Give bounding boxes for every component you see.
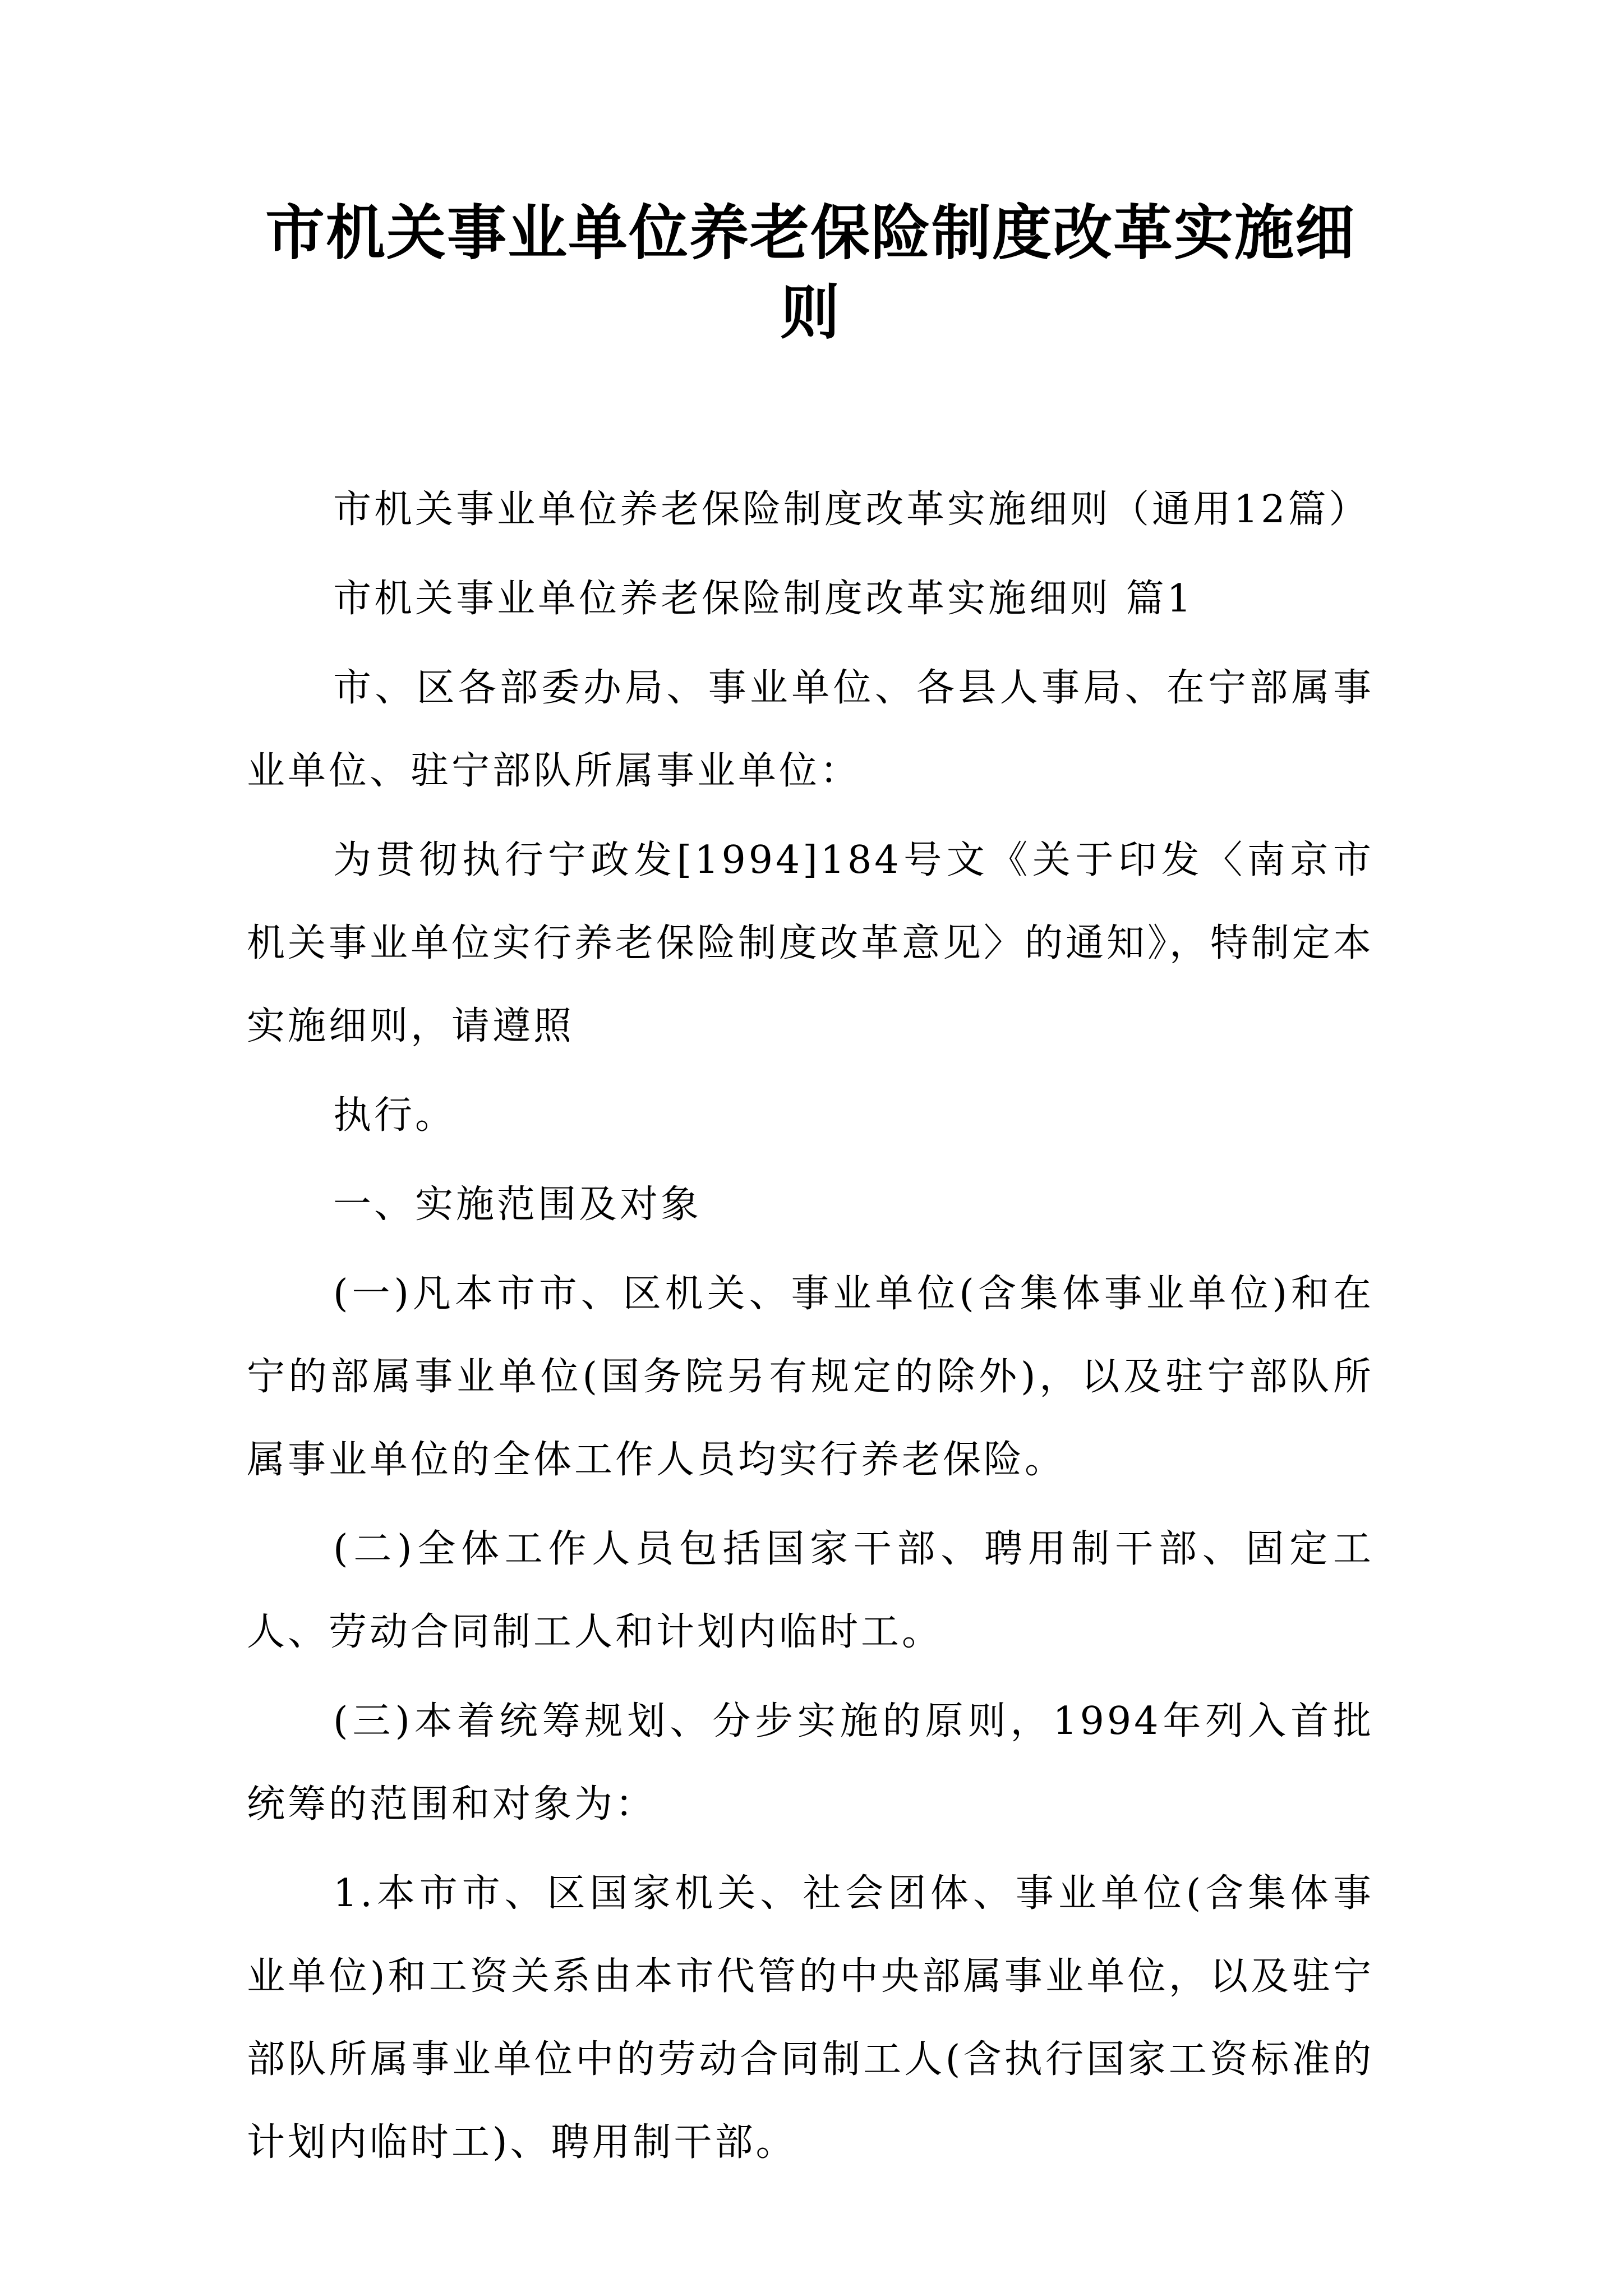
document-body [247, 468, 1374, 2191]
paragraph-execute: 执行。 [333, 1093, 457, 1138]
paragraph-section-heading: 市机关事业单位养老保险制度改革实施细则 篇1 [333, 577, 1194, 621]
document-title: 市机关事业单位养老保险制度改革实施细则 [265, 199, 1355, 347]
paragraph-item-1: (一)凡本市市、区机关、事业单位(含集体事业单位)和在宁的部属事业单位(国务院另有规定的除外)，以及驻宁部队所属事业单位的全体工作人员均实行养老保险。 [247, 1272, 1374, 1482]
paragraph-subtitle: 市机关事业单位养老保险制度改革实施细则（通用12篇） [333, 487, 1370, 532]
paragraph-subitem-1: 1.本市市、区国家机关、社会团体、事业单位(含集体事业单位)和工资关系由本市代管的中央部属事业单位，以及驻宁部队所属事业单位中的劳动合同制工人(含执行国家工资标准的计划内临时工)、聘用制干部。 [247, 1871, 1374, 2165]
paragraph-addressees: 市、区各部委办局、事业单位、各县人事局、在宁部属事业单位、驻宁部队所属事业单位： [247, 666, 1374, 793]
paragraph-item-2: (二)全体工作人员包括国家干部、聘用制干部、固定工人、劳动合同制工人和计划内临时工。 [247, 1527, 1374, 1654]
paragraph-scope-heading: 一、实施范围及对象 [333, 1182, 702, 1227]
paragraph-purpose: 为贯彻执行宁政发[1994]184号文《关于印发〈南京市机关事业单位实行养老保险制度改革意见〉的通知》，特制定本实施细则，请遵照 [247, 838, 1375, 1048]
paragraph-item-3: (三)本着统筹规划、分步实施的原则，1994年列入首批统筹的范围和对象为： [247, 1699, 1374, 1826]
